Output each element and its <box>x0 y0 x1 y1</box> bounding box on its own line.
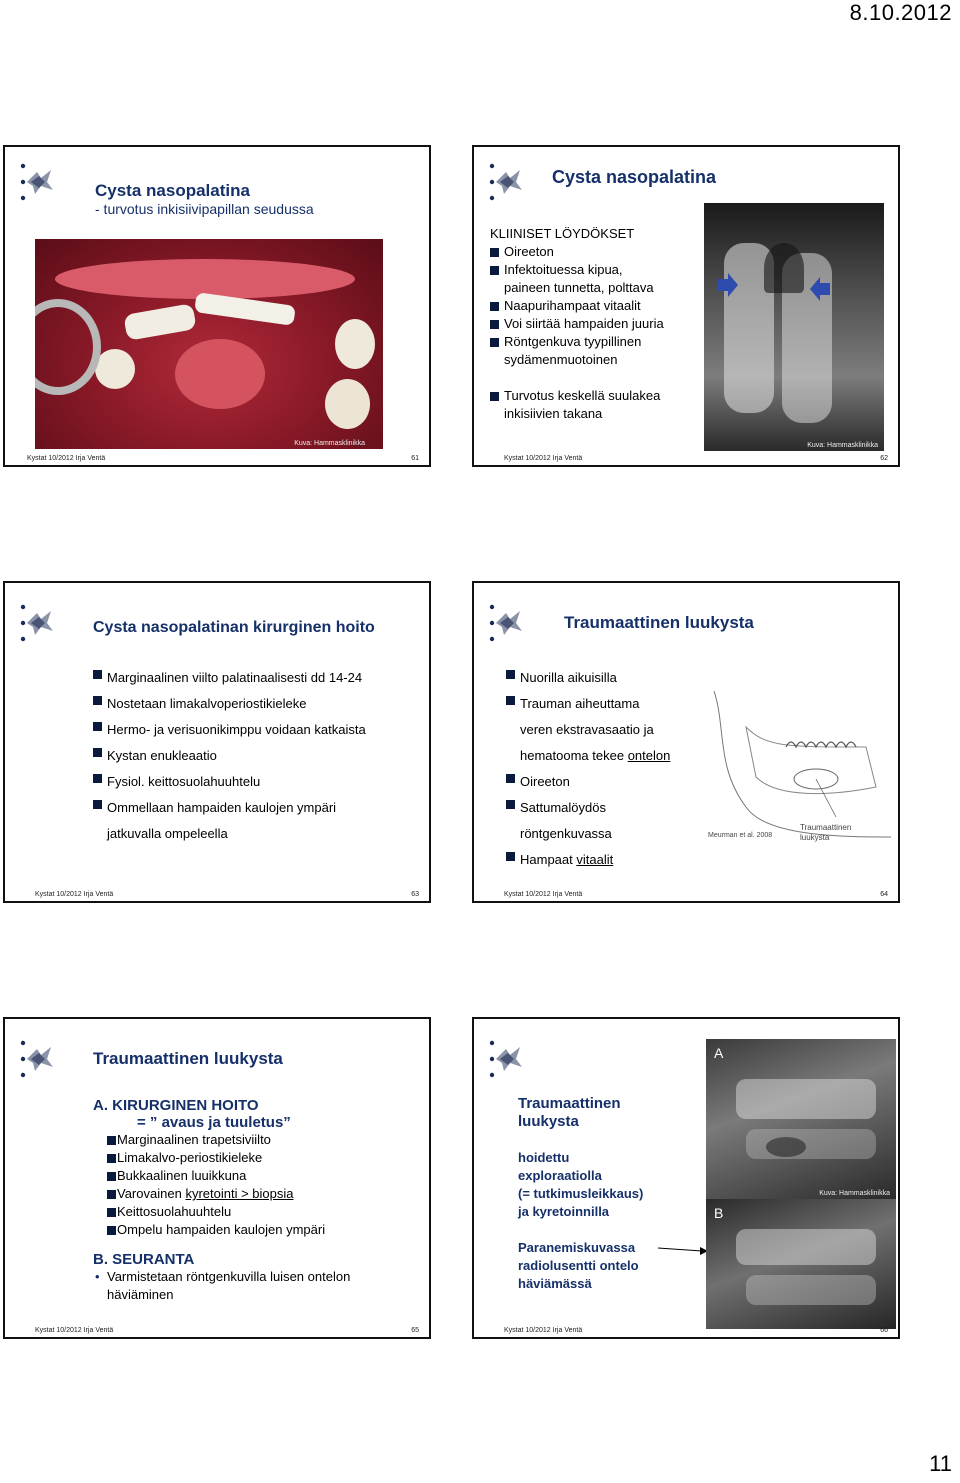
slide-title: Cysta nasopalatinan kirurginen hoito <box>93 619 375 636</box>
university-logo-icon <box>486 162 526 202</box>
section-a-list <box>107 1131 413 1239</box>
followup-item-cont: häviäminen <box>107 1287 174 1302</box>
finding-item: Infektoituessa kipua, <box>490 261 710 279</box>
slide-footer: Kystat 10/2012 Irja Ventä <box>35 1327 114 1334</box>
slide-number: 66 <box>880 1327 888 1334</box>
info-item <box>506 847 706 873</box>
page-date: 8.10.2012 <box>849 0 952 25</box>
info-item: Nuorilla aikuisilla <box>506 665 706 691</box>
university-logo-icon <box>486 603 526 643</box>
treatment-item: Ommellaan hampaiden kaulojen ympäri <box>93 795 413 821</box>
text-line: exploraatiolla <box>518 1168 602 1183</box>
slide-title: Cysta nasopalatina <box>552 167 717 187</box>
slide-61 <box>3 145 431 467</box>
xray-a <box>706 1039 896 1199</box>
info-item: Trauman aiheuttama <box>506 691 706 717</box>
text-line: hoidettu <box>518 1150 570 1165</box>
finding-item: Röntgenkuva tyypillinen <box>490 333 710 351</box>
treatment-item: Fysiol. keittosuolahuuhtelu <box>93 769 413 795</box>
slide-66 <box>472 1017 900 1339</box>
section-b-list <box>93 1268 413 1304</box>
page-number: 11 <box>929 1451 952 1476</box>
title-line: luukysta <box>518 1113 579 1130</box>
label-b: B <box>714 1205 724 1221</box>
info-item: Sattumalöydös <box>506 795 706 821</box>
slide-footer: Kystat 10/2012 Irja Ventä <box>504 1327 583 1334</box>
text-line: (= tutkimusleikkaus) <box>518 1186 644 1201</box>
info-underlined: vitaalit <box>576 852 614 867</box>
finding-item: Turvotus keskellä suulakea <box>490 387 710 405</box>
treatment-item-cont: jatkuvalla ompeleella <box>107 826 228 841</box>
university-logo-icon <box>17 162 57 202</box>
title-line: Traumaattinen <box>518 1095 621 1112</box>
left-arrow-icon <box>810 277 830 301</box>
slide-title: Traumaattinen luukysta <box>564 613 754 632</box>
finding-item-cont: inkisiivien takana <box>504 406 603 421</box>
university-logo-icon <box>17 1039 57 1079</box>
slide-number: 61 <box>411 455 419 462</box>
figure-label-2: luukysta <box>800 833 830 842</box>
label-a: A <box>714 1045 724 1061</box>
findings-heading: KLIINISET LÖYDÖKSET <box>490 226 635 241</box>
photo-caption: Kuva: Hammasklinikka <box>294 440 365 447</box>
slide-number: 64 <box>880 891 888 898</box>
oral-photo <box>35 239 383 449</box>
xray-caption: Kuva: Hammasklinikka <box>807 442 878 449</box>
slide-64 <box>472 581 900 903</box>
finding-item-cont: paineen tunnetta, polttava <box>504 280 654 295</box>
step-item <box>107 1185 413 1203</box>
text-line: radiolusentti ontelo <box>518 1258 639 1273</box>
slide-title <box>95 181 314 217</box>
jaw-diagram <box>706 687 896 847</box>
right-arrow-icon <box>718 273 738 297</box>
xray-caption: Kuva: Hammasklinikka <box>819 1190 890 1197</box>
slide-number: 63 <box>411 891 419 898</box>
slide-65 <box>3 1017 431 1339</box>
info-text: Hampaat <box>520 852 573 867</box>
slide-footer: Kystat 10/2012 Irja Ventä <box>27 455 106 462</box>
slide-63 <box>3 581 431 903</box>
healing-text <box>518 1239 639 1293</box>
xray-image <box>704 203 884 451</box>
treatment-item: Nostetaan limakalvoperiostikieleke <box>93 691 413 717</box>
pointer-arrow-icon <box>658 1243 708 1257</box>
text-line: Paranemiskuvassa <box>518 1240 636 1255</box>
slide-footer: Kystat 10/2012 Irja Ventä <box>35 891 114 898</box>
slide-title: Traumaattinen luukysta <box>93 1049 283 1068</box>
step-item: Marginaalinen trapetsiviilto <box>107 1131 413 1149</box>
step-item: Keittosuolahuuhtelu <box>107 1203 413 1221</box>
slide-number: 62 <box>880 455 888 462</box>
finding-item: Voi siirtää hampaiden juuria <box>490 315 710 333</box>
slide-title <box>518 1095 621 1131</box>
info-underlined: ontelon <box>627 748 671 763</box>
slide-footer: Kystat 10/2012 Irja Ventä <box>504 455 583 462</box>
section-a-heading: A. KIRURGINEN HOITO <box>93 1097 259 1114</box>
title-text: Cysta nasopalatina <box>95 181 250 200</box>
info-item-cont: röntgenkuvassa <box>520 826 612 841</box>
figure-label-1: Traumaattinen <box>800 823 852 832</box>
figure-ref: Meurman et al. 2008 <box>708 832 773 839</box>
section-b-heading: B. SEURANTA <box>93 1251 195 1268</box>
info-list <box>506 665 706 873</box>
finding-item: Naapurihampaat vitaalit <box>490 297 710 315</box>
treatment-text <box>518 1149 643 1221</box>
info-item-cont <box>506 743 706 769</box>
step-item: Limakalvo-periostikieleke <box>107 1149 413 1167</box>
text-line: ja kyretoinnilla <box>518 1204 610 1219</box>
step-underlined: kyretointi > biopsia <box>185 1186 294 1201</box>
text-line: häviämässä <box>518 1276 592 1291</box>
info-item-cont: veren ekstravasaatio ja <box>520 722 654 737</box>
slide-footer: Kystat 10/2012 Irja Ventä <box>504 891 583 898</box>
slide-number: 65 <box>411 1327 419 1334</box>
treatment-list <box>93 665 413 847</box>
university-logo-icon <box>486 1039 526 1079</box>
info-text: hematooma tekee <box>520 748 625 763</box>
info-item: Oireeton <box>506 769 706 795</box>
finding-item: Oireeton <box>490 243 710 261</box>
section-a-sub: = ” avaus ja tuuletus” <box>137 1114 291 1131</box>
findings-block <box>490 225 710 423</box>
step-item: Bukkaalinen luuikkuna <box>107 1167 413 1185</box>
treatment-item: Marginaalinen viilto palatinaalisesti dd 14-24 <box>93 665 413 691</box>
step-text: Varovainen <box>117 1186 182 1201</box>
finding-item-cont: sydämenmuotoinen <box>504 352 618 367</box>
university-logo-icon <box>17 603 57 643</box>
subtitle-text: - turvotus inkisiivipapillan seudussa <box>95 201 314 217</box>
section-a <box>93 1097 413 1304</box>
treatment-item: Hermo- ja verisuonikimppu voidaan katkaista <box>93 717 413 743</box>
treatment-item: Kystan enukleaatio <box>93 743 413 769</box>
followup-item: • Varmistetaan röntgenkuvilla luisen ontelon <box>93 1268 413 1286</box>
slide-62 <box>472 145 900 467</box>
xray-b <box>706 1199 896 1329</box>
step-item: Ompelu hampaiden kaulojen ympäri <box>107 1221 413 1239</box>
